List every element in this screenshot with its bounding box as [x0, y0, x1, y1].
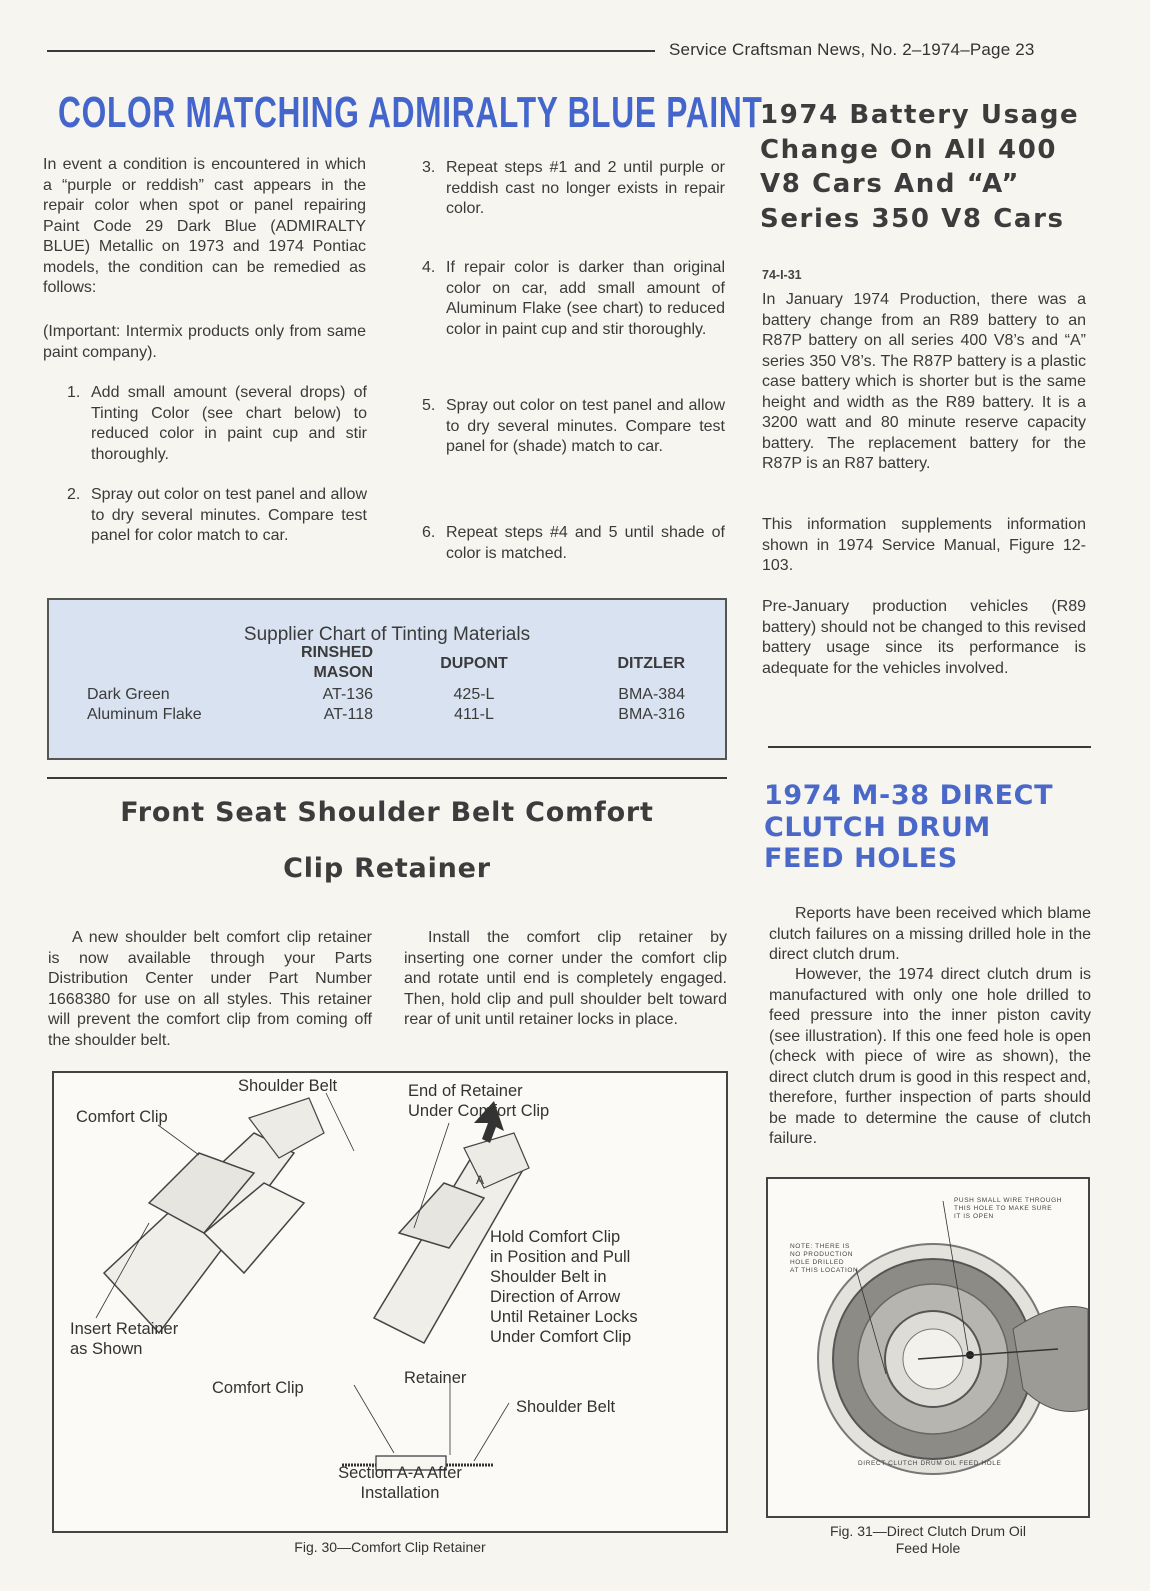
battery-paragraph-3: Pre-January production vehicles (R89 battery) should not be changed to this revised battery usage since its performance is adequate for the vehicles involved.	[762, 598, 1086, 677]
clutch-paragraph-2: However, the 1974 direct clutch drum is manufactured with only one hole drilled to feed pressure into the inner piston cavity (see illustration). If this one feed hole is open (check with piece of wire as shown), the direct clutch drum is good in this respect and, therefore, further inspection of parts should be made to determine the cause of clutch failure.	[769, 966, 1091, 1147]
label-insert-retainer	[70, 1319, 178, 1359]
paint-step-5	[422, 396, 725, 458]
step-text: If repair color is darker than original color on car, add small amount of Aluminum Flake (see chart) to reduced color in paint cup and stir thoroughly.	[446, 259, 725, 338]
column-header-dupont: DUPONT	[440, 655, 508, 672]
paint-important-note: (Important: Intermix products only from same paint company).	[43, 323, 366, 361]
title-line: FEED HOLES	[764, 843, 958, 874]
feed-hole-label: DIRECT CLUTCH DRUM OIL FEED HOLE	[858, 1460, 1002, 1467]
battery-paragraph-2: This information supplements information shown in 1974 Service Manual, Figure 12-103.	[762, 516, 1086, 574]
label-line: as Shown	[70, 1340, 143, 1358]
title-line: 1974 M-38 DIRECT	[764, 780, 1054, 811]
table-cell: BMA-384	[618, 686, 685, 703]
step-number: 3.	[422, 159, 436, 176]
row-label: Dark Green	[87, 686, 170, 703]
label-line: Until Retainer Locks	[490, 1308, 638, 1326]
label-line: Direction of Arrow	[490, 1288, 621, 1306]
note-line: IT IS OPEN	[954, 1213, 994, 1220]
caption-line: Feed Hole	[895, 1540, 961, 1556]
leader	[326, 1093, 354, 1151]
title-line: CLUTCH DRUM	[764, 811, 991, 843]
comfort-clip-figure	[52, 1071, 728, 1533]
label-shoulder-belt-bottom: Shoulder Belt	[516, 1398, 616, 1416]
clutch-paragraph-1: Reports have been received which blame clutch failures on a missing drilled hole in the direct clutch drum.	[769, 905, 1091, 963]
paint-step-4	[422, 258, 725, 340]
title-line: V8 Cars And “A”	[760, 169, 1021, 199]
leader	[474, 1403, 509, 1461]
label-hold-clip	[490, 1227, 638, 1347]
column-header-rinshed-mason	[279, 643, 373, 683]
label-line: in Position and Pull	[490, 1248, 631, 1266]
title-line: 1974 Battery Usage	[760, 100, 1080, 130]
figure-30-caption: Fig. 30—Comfort Clip Retainer	[294, 1539, 486, 1555]
note-push-wire	[954, 1197, 1062, 1221]
belt-article-title-line-1: Front Seat Shoulder Belt Comfort	[120, 797, 654, 828]
table-cell: 425-L	[453, 686, 495, 703]
header-rule	[47, 50, 655, 52]
leader	[354, 1385, 394, 1453]
running-head: Service Craftsman News, No. 2–1974–Page 23	[669, 40, 1035, 59]
paint-step-2	[67, 485, 367, 547]
label-end-of-retainer	[408, 1081, 549, 1121]
table-cell: 411-L	[454, 706, 494, 723]
table-cell: BMA-316	[618, 706, 685, 723]
title-line: Series 350 V8 Cars	[760, 203, 1065, 234]
step-text: Repeat steps #1 and 2 until purple or reddish cast no longer exists in repair color.	[446, 159, 725, 217]
belt-paragraph-2: Install the comfort clip retainer by inserting one corner under the comfort clip and rotate until end is completely engaged. Then, hold clip and pull shoulder belt toward rear of unit until retainer locks in place.	[404, 929, 727, 1028]
title-line: Change On All 400	[760, 134, 1058, 165]
note-line: THIS HOLE TO MAKE SURE	[954, 1205, 1053, 1212]
step-text: Add small amount (several drops) of Tinting Color (see chart below) to reduced color in paint cup and stir thoroughly.	[91, 384, 367, 463]
paint-step-6	[422, 523, 725, 564]
paint-step-3	[422, 158, 725, 220]
figure-31-caption	[766, 1523, 1090, 1557]
step-number: 6.	[422, 524, 436, 541]
step-number: 5.	[422, 397, 436, 414]
label-section-mark: A	[476, 1173, 485, 1187]
label-line: Installation	[360, 1484, 440, 1502]
note-line: HOLE DRILLED	[790, 1259, 845, 1266]
bulletin-code: 74-I-31	[762, 268, 802, 282]
table-cell: AT-118	[323, 706, 373, 723]
column-header-ditzler: DITZLER	[617, 655, 685, 672]
label-section-a-a	[300, 1463, 500, 1503]
step-text: Spray out color on test panel and allow to dry several minutes. Compare test panel for (shade) match to car.	[446, 397, 725, 455]
battery-paragraph-1: In January 1974 Production, there was a battery change from an R89 battery to an R87P battery on all series 400 V8’s and “A” series 350 V8’s. The R87P battery is a plastic case battery which is shorter but is the same height and width as the R89 battery. It is a 3200 watt and 80 minute reserve capacity battery. The replacement battery for the R87P is an R87 battery.	[762, 291, 1086, 472]
label-line: Under Comfort Clip	[490, 1328, 632, 1346]
note-line: PUSH SMALL WIRE THROUGH	[954, 1197, 1063, 1204]
step-text: Spray out color on test panel and allow to dry several minutes. Compare test panel for color match to car.	[91, 486, 367, 544]
clutch-drum-figure	[766, 1177, 1090, 1518]
label-comfort-clip-bottom: Comfort Clip	[212, 1379, 304, 1397]
label-line: Hold Comfort Clip	[490, 1228, 621, 1246]
note-line: NOTE: THERE IS	[790, 1243, 850, 1250]
tinting-materials-table	[47, 598, 727, 760]
belt-article-title-line-2: Clip Retainer	[283, 853, 491, 884]
label-shoulder-belt-top: Shoulder Belt	[238, 1077, 338, 1095]
column-header-line: MASON	[313, 664, 373, 681]
section-divider	[768, 746, 1091, 748]
label-line: End of Retainer	[408, 1082, 523, 1100]
table-cell: AT-136	[322, 686, 373, 703]
step-number: 1.	[67, 384, 81, 401]
column-header-line: RINSHED	[300, 644, 373, 661]
table-title: Supplier Chart of Tinting Materials	[243, 624, 531, 645]
step-number: 4.	[422, 259, 436, 276]
battery-article-title	[760, 98, 1079, 236]
step-number: 2.	[67, 486, 81, 503]
section-divider	[47, 777, 727, 779]
paint-step-1	[67, 383, 367, 465]
step-text: Repeat steps #4 and 5 until shade of color is matched.	[446, 524, 725, 562]
label-line: Shoulder Belt in	[490, 1268, 607, 1286]
leader	[158, 1125, 199, 1155]
note-no-hole	[790, 1243, 858, 1275]
note-line: NO PRODUCTION	[790, 1251, 854, 1258]
row-label: Aluminum Flake	[87, 706, 202, 723]
label-comfort-clip-top: Comfort Clip	[76, 1108, 168, 1126]
caption-line: Fig. 31—Direct Clutch Drum Oil	[829, 1523, 1027, 1539]
label-line: Under Comfort Clip	[408, 1102, 550, 1120]
paint-article-title: COLOR MATCHING ADMIRALTY BLUE PAINT	[58, 88, 763, 137]
clutch-article-title	[764, 780, 1053, 875]
paint-intro-paragraph: In event a condition is encountered in which a “purple or reddish” cast appears in the repair color when spot or panel repairing Paint Code 29 Dark Blue (ADMIRALTY BLUE) Metallic on 1973 and 1974 Pontiac models, the condition can be remedied as follows:	[43, 156, 366, 296]
drum-center	[903, 1329, 963, 1389]
belt-paragraph-1: A new shoulder belt comfort clip retainer is now available through your Parts Distribution Center under Part Number 1668380 for use on all styles. This retainer will prevent the comfort clip from coming off the shoulder belt.	[48, 929, 372, 1049]
label-line: Section A-A After	[338, 1464, 462, 1482]
label-line: Insert Retainer	[70, 1320, 179, 1338]
label-retainer: Retainer	[404, 1369, 467, 1387]
note-line: AT THIS LOCATION	[790, 1267, 859, 1274]
